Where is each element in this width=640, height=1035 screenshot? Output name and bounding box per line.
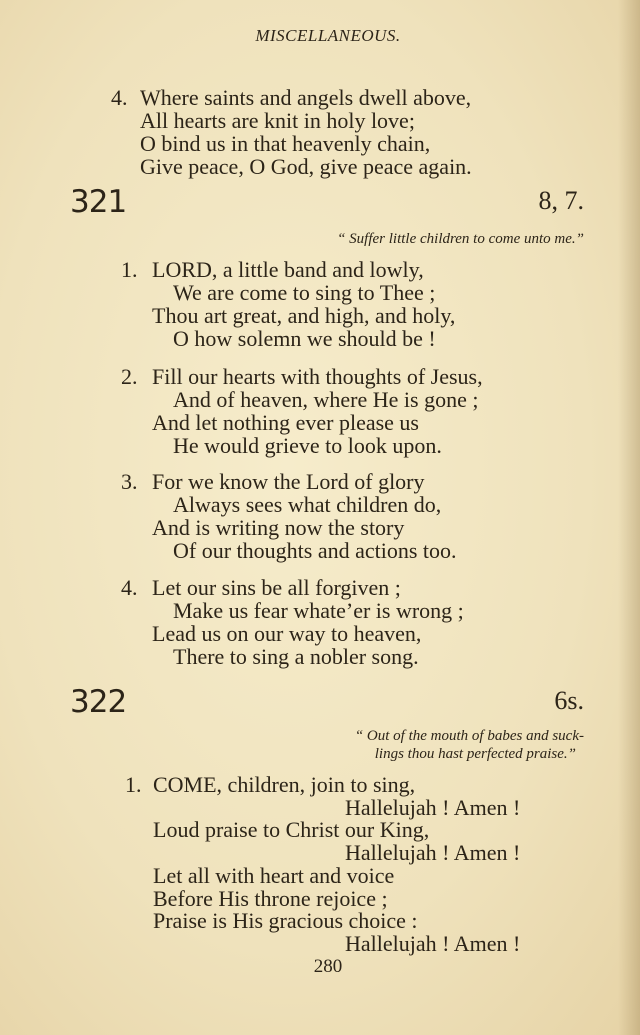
verse-line: For we know the Lord of glory bbox=[152, 469, 425, 494]
hymn-number: 322 bbox=[70, 684, 127, 720]
hymn-meter: 6s. bbox=[554, 686, 584, 715]
verse-line: Hallelujah ! Amen ! bbox=[345, 930, 521, 956]
page-edge-shadow bbox=[618, 0, 640, 1035]
verse-number: 1. bbox=[125, 772, 142, 797]
verse-line: Hallelujah ! Amen ! bbox=[345, 794, 521, 820]
hymn-epigraph: “ Suffer little children to come unto me.” bbox=[337, 231, 584, 247]
verse-line: There to sing a nobler song. bbox=[173, 644, 419, 669]
running-header: MISCELLANEOUS. bbox=[255, 26, 401, 45]
verse-number: 2. bbox=[121, 364, 138, 389]
verse-line: Always sees what children do, bbox=[173, 492, 442, 517]
verse-line: Let our sins be all forgiven ; bbox=[152, 575, 401, 600]
verse-line: Loud praise to Christ our King, bbox=[153, 817, 430, 843]
page-number: 280 bbox=[313, 956, 343, 977]
verse-line: LORD, a little band and lowly, bbox=[152, 257, 424, 282]
verse-line: And of heaven, where He is gone ; bbox=[173, 387, 479, 412]
verse-line: O how solemn we should be ! bbox=[173, 326, 436, 351]
verse-number: 3. bbox=[121, 469, 138, 494]
verse-line: All hearts are knit in holy love; bbox=[140, 108, 415, 133]
verse-line: COME, children, join to sing, bbox=[153, 772, 416, 797]
verse-line: Before His throne rejoice ; bbox=[153, 885, 388, 911]
verse-number: 4. bbox=[121, 575, 138, 600]
verse-line: Let all with heart and voice bbox=[153, 862, 395, 888]
verse-line: Hallelujah ! Amen ! bbox=[345, 840, 521, 866]
verse-line: Make us fear whate’er is wrong ; bbox=[173, 598, 464, 623]
verse-line: Where saints and angels dwell above, bbox=[140, 85, 472, 110]
hymn-epigraph: lings thou hast perfected praise.” bbox=[374, 746, 576, 762]
verse-number: 1. bbox=[121, 257, 138, 282]
verse-line: O bind us in that heavenly chain, bbox=[140, 131, 431, 156]
verse-line: And is writing now the story bbox=[152, 515, 405, 540]
hymn-epigraph: “ Out of the mouth of babes and suck- bbox=[354, 728, 584, 744]
verse-line: Give peace, O God, give peace again. bbox=[140, 154, 472, 179]
verse-line: Lead us on our way to heaven, bbox=[152, 621, 422, 646]
verse-line: Praise is His gracious choice : bbox=[153, 908, 418, 934]
verse-line: We are come to sing to Thee ; bbox=[173, 280, 436, 305]
hymn-number: 321 bbox=[70, 184, 127, 220]
verse-number: 4. bbox=[111, 85, 128, 110]
hymn-meter: 8, 7. bbox=[538, 186, 584, 215]
verse-line: And let nothing ever please us bbox=[152, 410, 419, 435]
verse-line: Fill our hearts with thoughts of Jesus, bbox=[152, 364, 483, 389]
verse-line: Thou art great, and high, and holy, bbox=[152, 303, 456, 328]
verse-line: He would grieve to look upon. bbox=[173, 433, 442, 458]
verse-line: Of our thoughts and actions too. bbox=[173, 538, 457, 563]
